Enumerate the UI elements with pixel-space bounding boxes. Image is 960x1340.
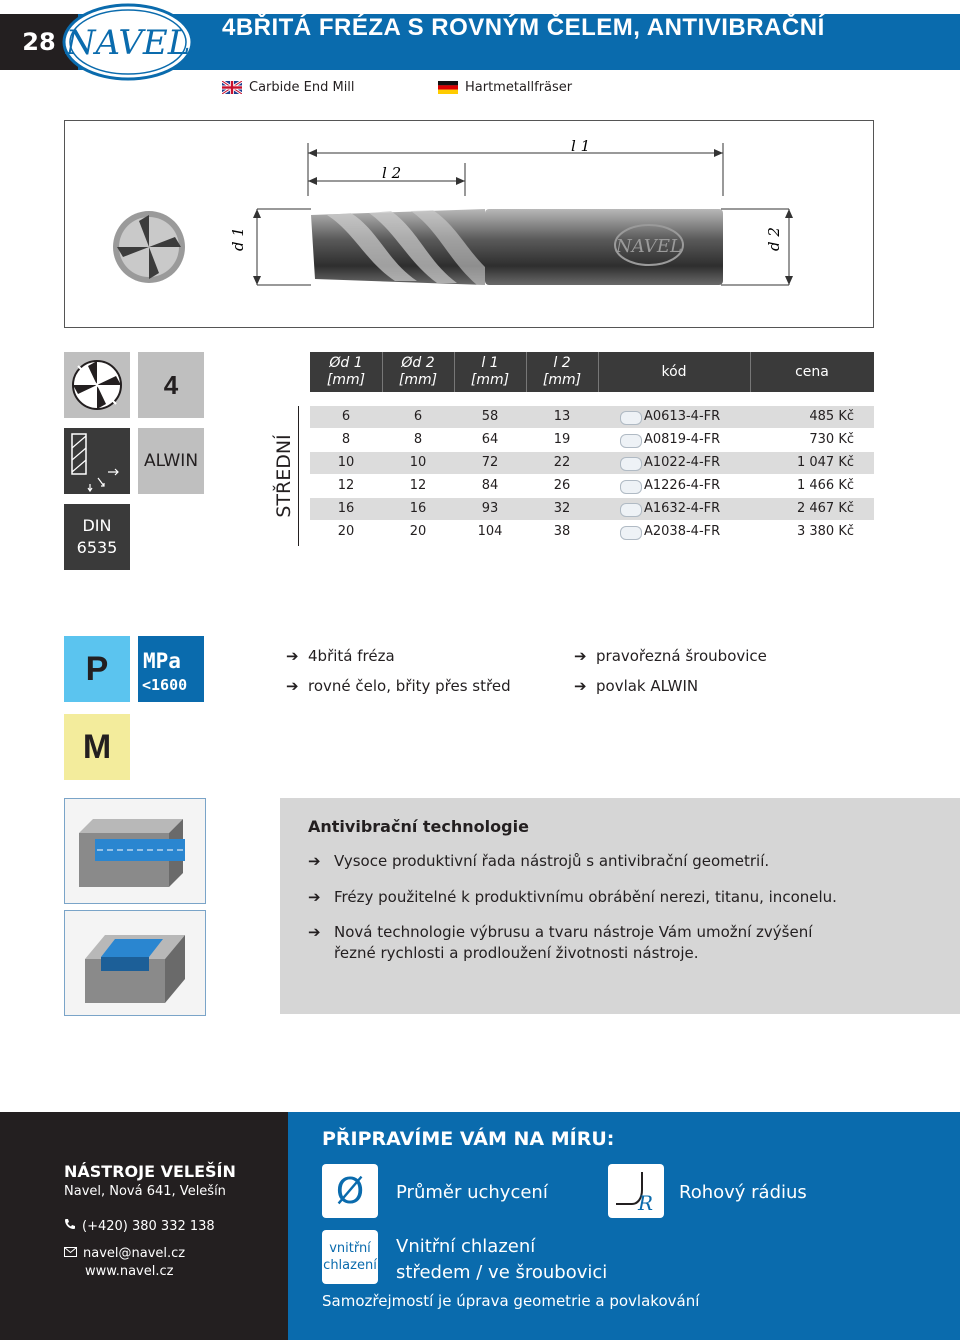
navel-mini-logo-icon — [620, 526, 642, 540]
tool-end-view — [113, 211, 185, 283]
cell-d2: 8 — [413, 432, 423, 447]
col-header-l2 — [526, 352, 598, 392]
cell-price: 2 467 Kč — [796, 501, 854, 516]
feature-bullet — [574, 677, 698, 695]
cell-l1: 104 — [477, 524, 503, 539]
cross-section-icon — [64, 352, 130, 418]
feature-bullet — [286, 647, 395, 665]
table-row — [310, 452, 874, 474]
cell-l1: 64 — [481, 432, 499, 447]
customization-title: PŘIPRAVÍME VÁM NA MÍRU: — [322, 1128, 615, 1150]
mail-icon — [64, 1246, 77, 1261]
navel-mini-logo-icon — [620, 411, 642, 425]
cell-d2: 16 — [409, 501, 427, 516]
table-row — [310, 475, 874, 497]
cell-l1: 84 — [481, 478, 499, 493]
internal-cooling-icon-line1: vnitřní — [329, 1241, 371, 1256]
table-row — [310, 498, 874, 520]
cell-l1: 93 — [481, 501, 499, 516]
th-sep — [526, 352, 527, 392]
coating-badge: ALWIN — [138, 428, 204, 494]
arrow-icon: ➔ — [308, 923, 321, 941]
option-internal-cooling — [396, 1234, 607, 1286]
feature-bullet — [286, 677, 511, 695]
table-row — [310, 521, 874, 543]
cell-l1: 72 — [481, 455, 499, 470]
phone-line — [64, 1218, 215, 1234]
cell-d1: 6 — [341, 409, 351, 424]
cell-l2: 32 — [553, 501, 571, 516]
cell-l2: 38 — [553, 524, 571, 539]
cell-d2: 10 — [409, 455, 427, 470]
diameter-icon: Ø — [322, 1164, 378, 1218]
series-label: STŘEDNÍ — [273, 434, 295, 518]
cell-price: 1 047 Kč — [796, 455, 854, 470]
feature-text: povlak ALWIN — [596, 677, 699, 695]
col-header-d1-unit: [mm] — [326, 372, 366, 388]
cell-l2: 13 — [553, 409, 571, 424]
corner-radius-icon — [608, 1164, 664, 1218]
option-shank-diameter: Průměr uchycení — [396, 1182, 548, 1203]
lang-en-label: Carbide End Mill — [249, 80, 355, 95]
antivibration-point — [308, 923, 812, 941]
internal-cooling-line1: Vnitřní chlazení — [396, 1236, 536, 1257]
navel-logo — [58, 2, 198, 82]
page-title: 4BŘITÁ FRÉZA S ROVNÝM ČELEM, ANTIVIBRAČNÍ — [222, 14, 825, 41]
company-address: Navel, Nová 641, Velešín — [64, 1184, 226, 1199]
col-header-l2-unit: [mm] — [542, 372, 582, 388]
de-flag-icon — [438, 81, 458, 94]
page-number: 28 — [0, 14, 78, 70]
cell-price: 3 380 Kč — [796, 524, 854, 539]
col-header-d2-unit: [mm] — [398, 372, 438, 388]
cell-price: 730 Kč — [809, 432, 854, 447]
dim-d1-label: d 1 — [229, 227, 247, 251]
antivibration-point-continuation: řezné rychlosti a prodloužení životnosti nástroje. — [334, 944, 699, 962]
din-norm-badge — [64, 504, 130, 570]
cell-code: A2038-4-FR — [644, 524, 721, 539]
customization-panel — [288, 1112, 960, 1340]
lang-de — [438, 80, 572, 95]
th-sep — [598, 352, 599, 392]
option-corner-radius: Rohový rádius — [679, 1182, 807, 1203]
cell-d1: 20 — [337, 524, 355, 539]
cell-code: A0613-4-FR — [644, 409, 721, 424]
customization-note: Samozřejmostí je úprava geometrie a povlakování — [322, 1292, 700, 1310]
antivibration-point-text: Frézy použitelné k produktivnímu obrábění nerezi, titanu, inconelu. — [334, 888, 837, 906]
phone-number[interactable]: (+420) 380 332 138 — [82, 1218, 215, 1234]
cell-price: 485 Kč — [809, 409, 854, 424]
email-link[interactable]: navel@navel.cz — [83, 1246, 186, 1261]
cell-code: A1226-4-FR — [644, 478, 721, 493]
cell-l1: 58 — [481, 409, 499, 424]
arrow-icon: ➔ — [574, 677, 587, 695]
website-link[interactable]: www.navel.cz — [85, 1264, 174, 1279]
logo-text: NAVEL — [65, 23, 191, 63]
col-header-d1-name: Ød 1 — [329, 355, 363, 371]
internal-cooling-icon-line2: chlazení — [323, 1258, 377, 1273]
series-label-wrap — [272, 406, 296, 546]
col-header-l1 — [454, 352, 526, 392]
dim-d2-label: d 2 — [765, 227, 783, 251]
arrow-icon: ➔ — [308, 888, 321, 906]
antivibration-point — [308, 852, 769, 870]
arrow-icon: ➔ — [308, 852, 321, 870]
email-line — [64, 1246, 185, 1261]
feature-bullet — [574, 647, 767, 665]
internal-cooling-line2: středem / ve šroubovici — [396, 1262, 608, 1283]
end-mill-image — [311, 209, 723, 285]
cell-code: A1022-4-FR — [644, 455, 721, 470]
series-divider — [298, 406, 299, 546]
machining-illustration-2 — [64, 910, 206, 1016]
navel-mini-logo-icon — [620, 434, 642, 448]
corner-radius-letter: R — [638, 1191, 654, 1215]
cell-d1: 12 — [337, 478, 355, 493]
cell-l2: 22 — [553, 455, 571, 470]
din-line2: 6535 — [76, 538, 118, 557]
shank-logo-text: NAVEL — [616, 236, 682, 257]
mpa-value: <1600 — [142, 676, 188, 694]
col-header-l1-unit: [mm] — [470, 372, 510, 388]
dim-l1-label: l 1 — [571, 137, 591, 155]
table-row — [310, 406, 874, 428]
material-p-badge: P — [64, 636, 130, 702]
lang-en — [222, 80, 355, 95]
feature-text: 4břitá fréza — [308, 647, 395, 665]
cell-d1: 16 — [337, 501, 355, 516]
material-m-badge: M — [64, 714, 130, 780]
din-line1: DIN — [82, 516, 112, 535]
mpa-label: MPa — [143, 649, 181, 673]
navel-mini-logo-icon — [620, 457, 642, 471]
contact-panel — [0, 1112, 288, 1340]
cell-l2: 26 — [553, 478, 571, 493]
cell-code: A1632-4-FR — [644, 501, 721, 516]
navel-mini-logo-icon — [620, 503, 642, 517]
uk-flag-icon — [222, 81, 242, 94]
th-sep — [382, 352, 383, 392]
cell-d1: 8 — [341, 432, 351, 447]
antivibration-title: Antivibrační technologie — [308, 817, 529, 836]
feature-text: pravořezná šroubovice — [596, 647, 767, 665]
arrow-icon: ➔ — [286, 677, 299, 695]
antivibration-point-text: Vysoce produktivní řada nástrojů s antivibrační geometrií. — [334, 852, 770, 870]
th-sep — [750, 352, 751, 392]
internal-cooling-icon — [322, 1230, 378, 1284]
cutting-direction-icon — [64, 428, 130, 494]
table-row — [310, 429, 874, 451]
flute-count: 4 — [138, 352, 204, 418]
feature-text: rovné čelo, břity přes střed — [308, 677, 511, 695]
dim-l2-label: l 2 — [382, 164, 402, 182]
col-header-code: kód — [598, 352, 750, 392]
antivibration-point-text: Nová technologie výbrusu a tvaru nástroje Vám umožní zvýšení — [334, 923, 813, 941]
arrow-icon: ➔ — [286, 647, 299, 665]
cell-d1: 10 — [337, 455, 355, 470]
lang-de-label: Hartmetallfräser — [465, 80, 573, 95]
cell-code: A0819-4-FR — [644, 432, 721, 447]
col-header-d1 — [310, 352, 382, 392]
machining-illustration-1 — [64, 798, 206, 904]
cell-d2: 12 — [409, 478, 427, 493]
navel-mini-logo-icon — [620, 480, 642, 494]
col-header-price: cena — [750, 352, 874, 392]
phone-icon — [64, 1218, 76, 1234]
tensile-strength-badge — [138, 636, 204, 702]
col-header-l2-name: l 2 — [553, 355, 571, 371]
arrow-icon: ➔ — [574, 647, 587, 665]
cell-l2: 19 — [553, 432, 571, 447]
cell-price: 1 466 Kč — [796, 478, 854, 493]
col-header-d2-name: Ød 2 — [401, 355, 435, 371]
col-header-l1-name: l 1 — [481, 355, 499, 371]
cell-d2: 6 — [413, 409, 423, 424]
cell-d2: 20 — [409, 524, 427, 539]
col-header-d2 — [382, 352, 454, 392]
company-name: NÁSTROJE VELEŠÍN — [64, 1162, 236, 1181]
th-sep — [454, 352, 455, 392]
antivibration-point — [308, 888, 837, 906]
tool-drawing — [64, 120, 874, 328]
